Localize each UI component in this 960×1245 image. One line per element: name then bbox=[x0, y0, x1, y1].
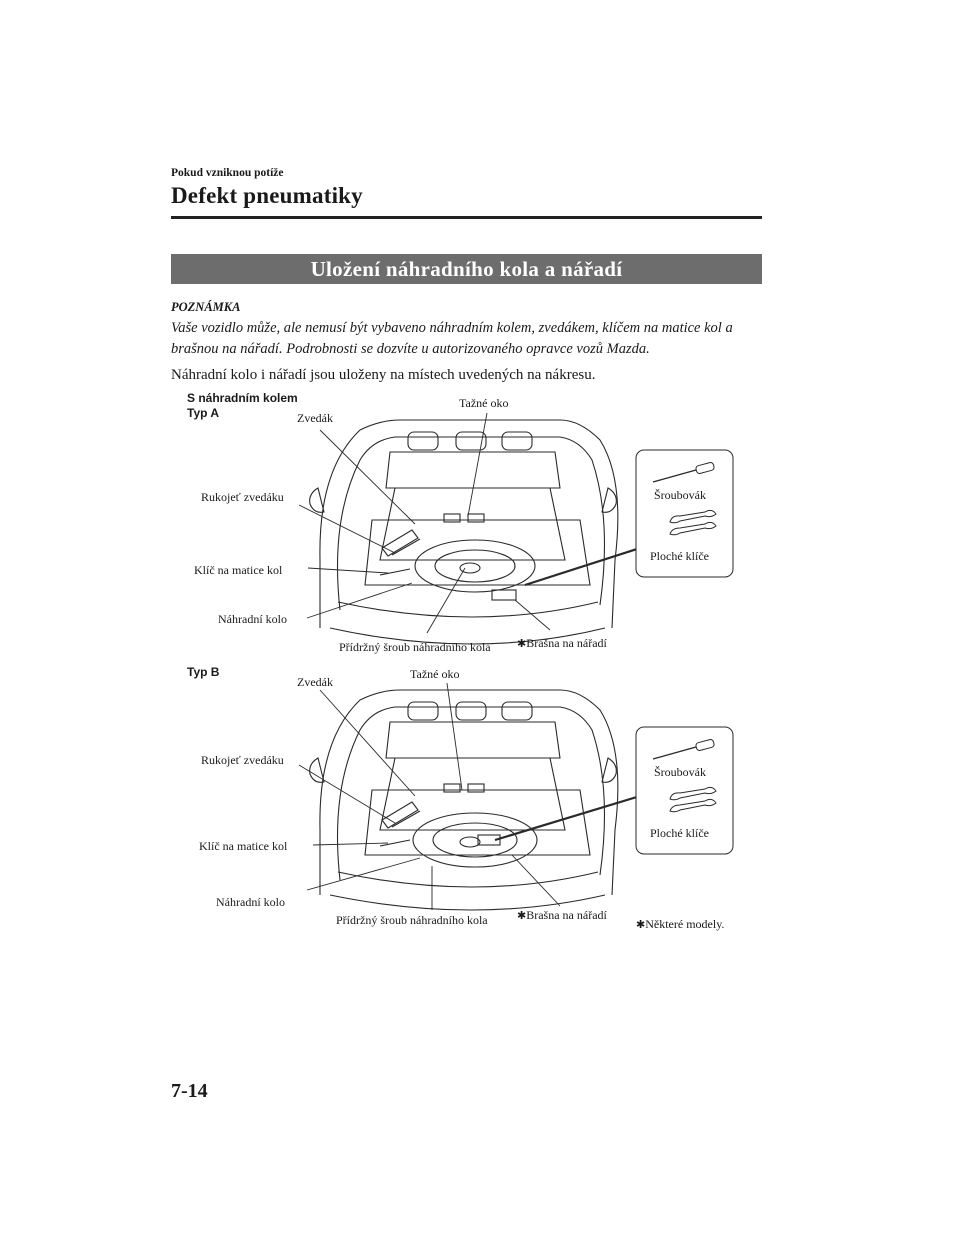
label-hold-bolt-a: Přídržný šroub náhradního kola bbox=[339, 640, 491, 654]
label-spare-tire-b: Náhradní kolo bbox=[216, 895, 285, 909]
figure-a-type-label: Typ A bbox=[187, 406, 219, 420]
page-number: 7-14 bbox=[171, 1080, 208, 1102]
label-screwdriver-b: Šroubovák bbox=[654, 765, 706, 779]
footnote-star-icon: ✱ bbox=[517, 637, 527, 650]
note-heading: POZNÁMKA bbox=[171, 300, 241, 314]
body-text: Náhradní kolo i nářadí jsou uloženy na místech uvedených na nákresu. bbox=[171, 367, 596, 383]
footnote-star-icon: ✱ bbox=[517, 909, 527, 922]
label-jack-a: Zvedák bbox=[297, 411, 333, 425]
label-wrenches-a: Ploché klíče bbox=[650, 549, 709, 563]
label-jack-handle-a: Rukojeť zvedáku bbox=[201, 490, 284, 504]
section-banner: Uložení náhradního kola a nářadí bbox=[171, 254, 762, 284]
label-jack-b: Zvedák bbox=[297, 675, 333, 689]
label-jack-handle-b: Rukojeť zvedáku bbox=[201, 753, 284, 767]
label-hold-bolt-b: Přídržný šroub náhradního kola bbox=[336, 913, 488, 927]
figure-group-title: S náhradním kolem bbox=[187, 391, 298, 405]
label-tow-hook-a: Tažné oko bbox=[459, 396, 509, 410]
footnote-star-icon: ✱ bbox=[636, 918, 646, 931]
label-tow-hook-b: Tažné oko bbox=[410, 667, 460, 681]
label-screwdriver-a: Šroubovák bbox=[654, 488, 706, 502]
label-wrenches-b: Ploché klíče bbox=[650, 826, 709, 840]
label-lug-wrench-a: Klíč na matice kol bbox=[194, 563, 283, 577]
label-tool-bag-a: Brašna na nářadí bbox=[526, 636, 607, 650]
label-tool-bag-b: Brašna na nářadí bbox=[526, 908, 607, 922]
figure-b-type-label: Typ B bbox=[187, 665, 220, 679]
page-title: Defekt pneumatiky bbox=[171, 183, 363, 208]
footnote-text: Některé modely. bbox=[645, 917, 725, 931]
note-text: Vaše vozidlo může, ale nemusí být vybaveno náhradním kolem, zvedákem, klíčem na matice kol a brašnou na nářadí. Podrobnosti se dozvíte u autorizovaného opravce vozů Mazda. bbox=[171, 320, 733, 357]
label-spare-tire-a: Náhradní kolo bbox=[218, 612, 287, 626]
label-lug-wrench-b: Klíč na matice kol bbox=[199, 839, 288, 853]
chapter-title: Pokud vzniknou potíže bbox=[171, 167, 284, 179]
